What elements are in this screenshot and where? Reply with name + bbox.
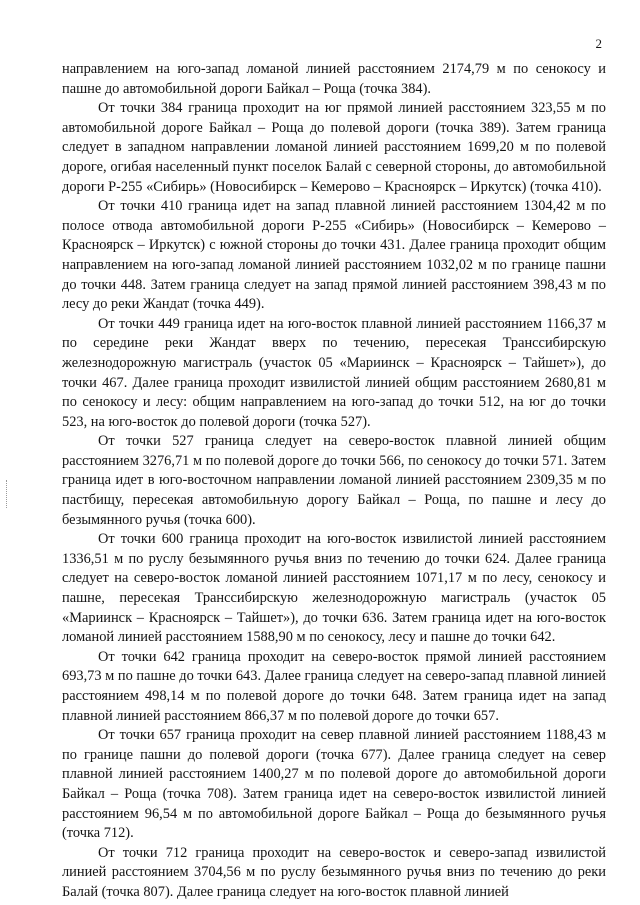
paragraph-point-384: От точки 384 граница проходит на юг прямой линией расстоянием 323,55 м по автомобильной дороге Байкал – Роща до полевой дороги (точка 389). Затем граница следует в западном направлении ломаной линией расстоянием 1699,20 м по полевой дороге, огибая населенный пункт поселок Балай с северной стороны, до автомобильной дороги Р-255 «Сибирь» (Новосибирск – Кемерово – Красноярск – Иркутск) (точка 410). xyxy=(62,100,606,195)
paragraph-point-712: От точки 712 граница проходит на северо-восток и северо-запад извилистой линией расстоянием 3704,56 м по руслу безымянного ручья вниз по течению до реки Балай (точка 807). Далее граница следует на юго-восток плавной линией xyxy=(62,844,606,900)
paragraph-continuation: направлением на юго-запад ломаной линией расстоянием 2174,79 м по сенокосу и пашне до автомобильной дороги Байкал – Роща (точка 384). xyxy=(62,61,606,97)
paragraph-point-600: От точки 600 граница проходит на юго-восток извилистой линией расстоянием 1336,51 м по руслу безымянного ручья вниз по течению до точки 624. Далее граница следует на северо-восток ломаной линией расстоянием 1071,17 м по лесу, сенокосу и пашне, пересекая Транссибирскую железнодорожную магистраль (участок 05 «Мариинск – Красноярск – Тайшет»), до точки 636. Затем граница идет на юго-восток ломаной линией расстоянием 1588,90 м по сенокосу, лесу и пашне до точки 642. xyxy=(62,531,606,646)
page-number: 2 xyxy=(595,36,602,51)
paragraph-point-410: От точки 410 граница идет на запад плавной линией расстоянием 1304,42 м по полосе отвода автомобильной дороги Р-255 «Сибирь» (Новосибирск – Кемерово – Красноярск – Иркутск) с южной стороны до точки 431. Далее граница проходит общим направлением на юго-запад ломаной линией расстоянием 1032,02 м по границе пашни до точки 448. Затем граница следует на запад прямой линией расстоянием 398,43 м по лесу до реки Жандат (точка 449). xyxy=(62,198,606,313)
margin-mark xyxy=(6,480,9,508)
paragraph-point-449: От точки 449 граница идет на юго-восток плавной линией расстоянием 1166,37 м по середине реки Жандат вверх по течению, пересекая Транссибирскую железнодорожную магистраль (участок 05 «Мариинск – Красноярск – Тайшет»), до точки 467. Далее граница проходит извилистой линией общим расстоянием 2680,81 м по сенокосу и лесу: общим направлением на юго-запад до точки 512, на юг до точки 523, на юго-восток до полевой дороги (точка 527). xyxy=(62,315,606,430)
paragraph-point-657: От точки 657 граница проходит на север плавной линией расстоянием 1188,43 м по границе пашни до полевой дороги (точка 677). Далее граница следует на север плавной линией расстоянием 1400,27 м по полевой дороге до автомобильной дороги Байкал – Роща (точка 708). Затем граница идет на северо-восток извилистой линией расстоянием 96,54 м по автомобильной дороге Байкал – Роща до безымянного ручья (точка 712). xyxy=(62,727,606,842)
paragraph-point-642: От точки 642 граница проходит на северо-восток прямой линией расстоянием 693,73 м по пашне до точки 643. Далее граница следует на северо-запад плавной линией расстоянием 498,14 м по полевой дороге до точки 648. Затем граница идет на запад плавной линией расстоянием 866,37 м по полевой дороге до точки 657. xyxy=(62,648,606,724)
document-body xyxy=(62,60,606,903)
paragraph-point-527: От точки 527 граница следует на северо-восток плавной линией общим расстоянием 3276,71 м по полевой дороге до точки 566, по сенокосу до точки 571. Затем граница идет в юго-восточном направлении ломаной линией расстоянием 2309,35 м по пастбищу, пересекая автомобильную дорогу Байкал – Роща, по пашне и лесу до безымянного ручья (точка 600). xyxy=(62,433,606,528)
